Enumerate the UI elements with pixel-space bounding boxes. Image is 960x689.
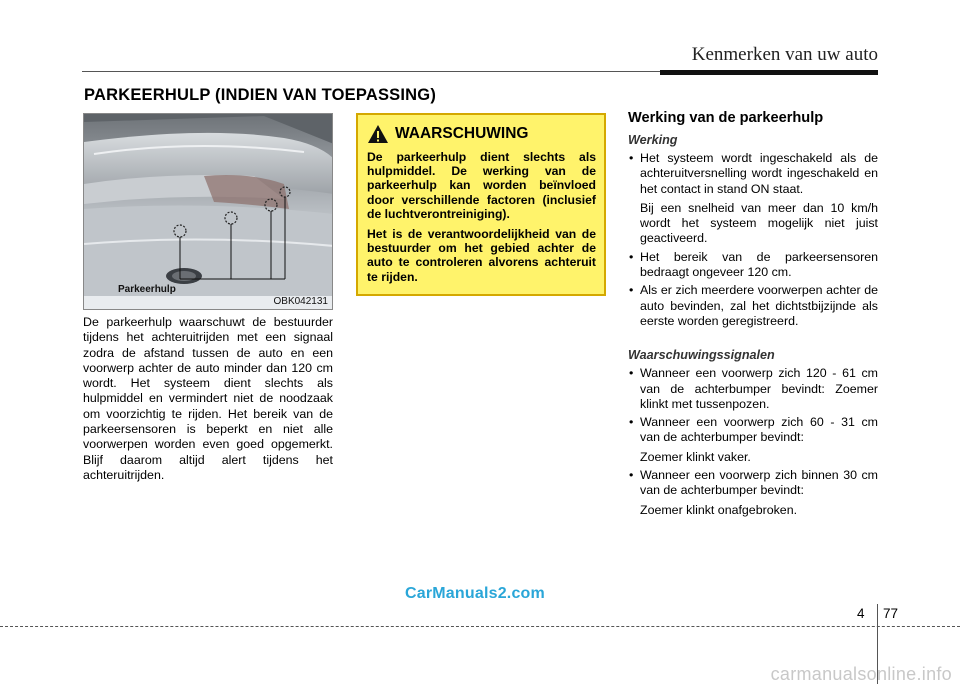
chapter-number: 4 xyxy=(857,606,865,621)
warning-triangle-icon xyxy=(367,124,389,144)
figure-label: Parkeerhulp xyxy=(118,284,176,295)
list-item xyxy=(628,250,878,281)
intro-paragraph: De parkeerhulp waarschuwt de bestuurder tijdens het achteruitrijden met een signaal zodra de afstand tussen de auto en een voorwerp achter de auto minder dan 120 cm wordt. Het systeem dient slechts als hulpmiddel en vermindert niet de noodzaak om voorzichtig te rijden. Het bereik van de parkeersensoren is beperkt en niet alle voorwerpen worden even goed opgemerkt. Blijf daarom altijd alert tijdens het achteruitrijden. xyxy=(83,315,333,482)
list-item xyxy=(628,283,878,329)
list-item-text: Als er zich meerdere voorwerpen achter de auto bevinden, zal het dichtstbijzijnde als eerste worden geregistreerd. xyxy=(640,283,878,328)
operation-list xyxy=(628,151,878,329)
operation-subtitle: Werking xyxy=(628,133,678,147)
list-item xyxy=(628,366,878,412)
list-item xyxy=(628,415,878,465)
operation-title: Werking van de parkeerhulp xyxy=(628,110,824,126)
list-item xyxy=(628,468,878,518)
rear-bumper-figure xyxy=(83,113,333,310)
rear-bumper-illustration xyxy=(84,114,333,310)
list-item xyxy=(628,151,878,247)
signals-subtitle: Waarschuwingssignalen xyxy=(628,348,775,363)
warning-header xyxy=(367,124,596,144)
warning-paragraph-2: Het is de verantwoordelijkheid van de bestuurder om het gebied achter de auto te controleren alvorens achteruit te rijden. xyxy=(367,227,596,284)
list-item-text: Wanneer een voorwerp zich binnen 30 cm van de achterbumper bevindt: xyxy=(640,468,878,498)
site-watermark: carmanualsonline.info xyxy=(770,664,952,684)
page-number: 77 xyxy=(883,606,899,621)
footer-rule xyxy=(0,626,960,627)
section-title: PARKEERHULP (INDIEN VAN TOEPASSING) xyxy=(84,86,437,104)
list-item-text: Wanneer een voorwerp zich 60 - 31 cm van de achterbumper bevindt: xyxy=(640,415,878,445)
header-rule-accent xyxy=(660,70,878,75)
list-item-note: Bij een snelheid van meer dan 10 km/h wordt het systeem mogelijk niet juist geactiveerd. xyxy=(640,200,878,246)
running-header-title: Kenmerken van uw auto xyxy=(691,44,878,65)
figure-code: OBK042131 xyxy=(273,296,328,307)
warning-paragraph-1: De parkeerhulp dient slechts als hulpmiddel. De werking van de parkeerhulp kan worden beïnvloed door verschillende factoren (inclusief de luchtverontreiniging). xyxy=(367,150,596,221)
list-item-note: Zoemer klinkt onafgebroken. xyxy=(640,502,798,517)
list-item-text: Het systeem wordt ingeschakeld als de achteruitversnelling wordt ingeschakeld en het contact in stand ON staat. xyxy=(640,151,878,196)
warning-box xyxy=(356,113,606,296)
warning-title: WAARSCHUWING xyxy=(395,125,529,142)
watermark-link[interactable]: CarManuals2.com xyxy=(405,585,545,602)
list-item-note: Zoemer klinkt vaker. xyxy=(640,449,751,464)
list-item-text: Het bereik van de parkeersensoren bedraagt ongeveer 120 cm. xyxy=(640,249,878,280)
list-item-text: Wanneer een voorwerp zich 120 - 61 cm van de achterbumper bevindt: Zoemer klinkt met tussenpozen. xyxy=(640,366,878,411)
signals-list xyxy=(628,366,878,518)
operation-column xyxy=(628,110,878,521)
